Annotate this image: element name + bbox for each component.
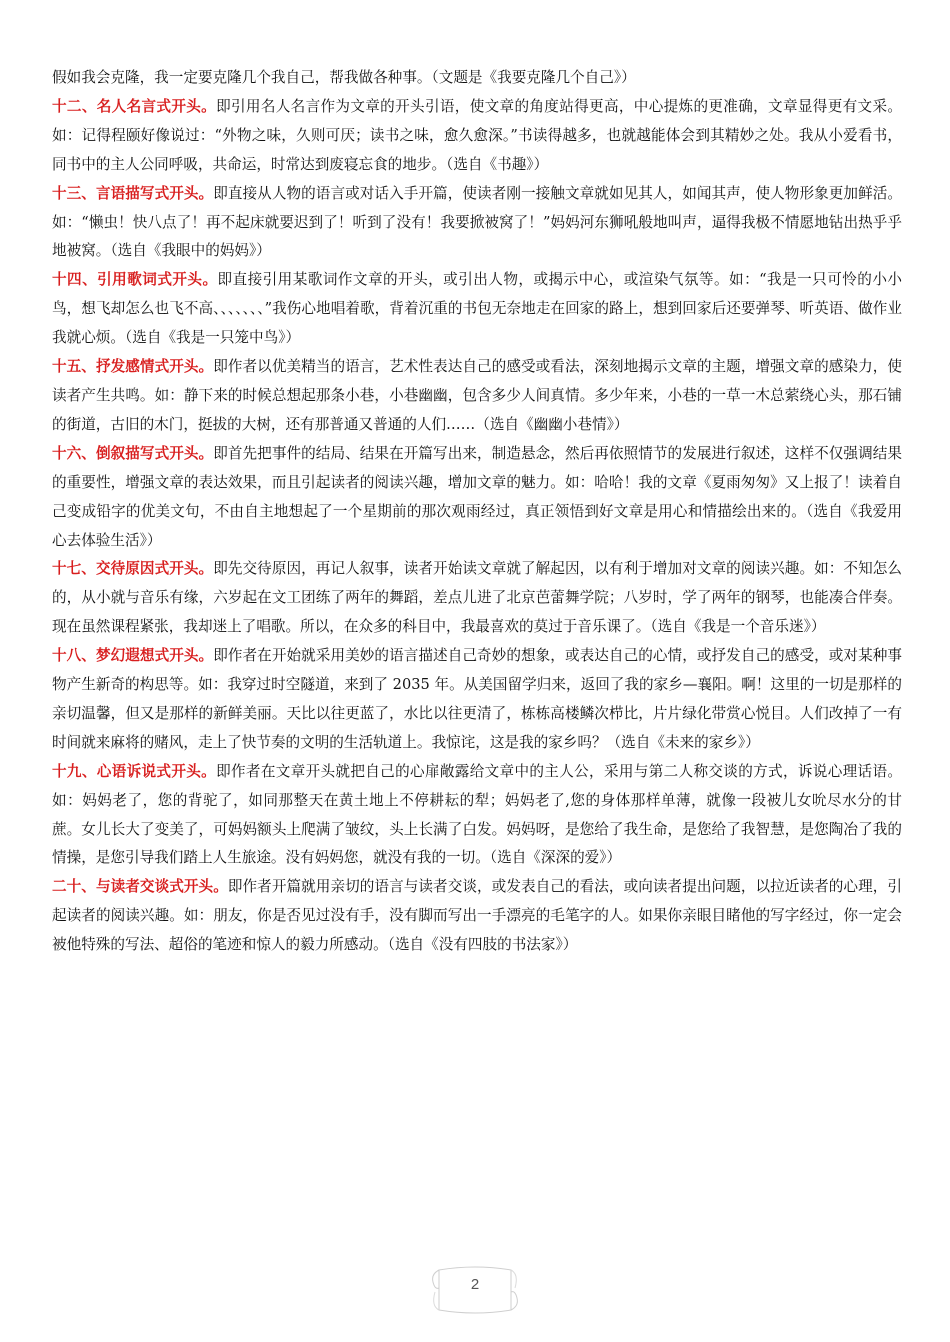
body-16: 即首先把事件的结局、结果在开篇写出来，制造悬念，然后再依照情节的发展进行叙述，这样不仅强调结果的重要性，增强文章的表达效果，而且引起读者的阅读兴趣，增加文章的魅力。如：哈哈！我的文章《夏雨匆匆》又上报了！读着自己变成铅字的优美文句，不由自主地想起了一个星期前的那次观雨经过，真正领悟到好文章是用心和情描绘出来的。（选自《我爱用心去体验生活》）	[52, 444, 902, 549]
body-15: 即作者以优美精当的语言，艺术性表达自己的感受或看法，深刻地揭示文章的主题，增强文章的感染力，使读者产生共鸣。如：静下来的时候总想起那条小巷，小巷幽幽，包含多少人间真情。多少年来，小巷的一草一木总萦绕心头，那石铺的街道，古旧的木门，挺拔的大树，还有那普通又普通的人们……（选自《幽幽小巷情》）	[52, 358, 902, 433]
paragraph-20	[52, 873, 902, 960]
paragraph-14	[52, 266, 902, 353]
paragraph-16	[52, 440, 902, 556]
heading-15: 十五、抒发感情式开头。	[52, 358, 214, 376]
heading-17: 十七、交待原因式开头。	[52, 560, 214, 578]
heading-12: 十二、名人名言式开头。	[52, 97, 217, 115]
body-13: 即直接从人物的语言或对话入手开篇，使读者刚一接触文章就如见其人，如闻其声，使人物形象更加鲜活。如：“懒虫！快八点了！再不起床就要迟到了！听到了没有！我要掀被窝了！”妈妈河东狮吼般地叫声，逼得我极不情愿地钻出热乎乎地被窝。（选自《我眼中的妈妈》）	[52, 184, 902, 260]
body-14: 即直接引用某歌词作文章的开头，或引出人物，或揭示中心，或渲染气氛等。如：“我是一只可怜的小小鸟，想飞却怎么也飞不高、、、、、、、”我伤心地唱着歌，背着沉重的书包无奈地走在回家的路上，想到回家后还要弹琴、听英语、做作业我就心烦。（选自《我是一只笼中鸟》）	[52, 271, 902, 347]
body-18: 即作者在开始就采用美妙的语言描述自己奇妙的想象，或表达自己的心情，或抒发自己的感受，或对某种事物产生新奇的构思等。如：我穿过时空隧道，来到了 2035 年。从美国留学归来，返回了我的家乡—襄阳。啊！这里的一切是那样的亲切温馨，但又是那样的新鲜美丽。天比以往更蓝了，水比以往更清了，栋栋高楼鳞次栉比，片片绿化带赏心悦目。人们改掉了一有时间就来麻将的赌风，走上了快节奏的文明的生活轨道上。我惊诧，这是我的家乡吗？（选自《未来的家乡》）	[52, 647, 902, 751]
heading-19: 十九、心语诉说式开头。	[52, 762, 217, 780]
paragraph-12	[52, 93, 902, 180]
body-20: 即作者开篇就用亲切的语言与读者交谈，或发表自己的看法，或向读者提出问题，以拉近读者的心理，引起读者的阅读兴趣。如：朋友，你是否见过没有手，没有脚而写出一手漂亮的毛笔字的人。如果你亲眼目睹他的写字经过，你一定会被他特殊的写法、超俗的笔迹和惊人的毅力所感动。（选自《没有四肢的书法家》）	[52, 878, 902, 954]
heading-13: 十三、言语描写式开头。	[52, 184, 214, 202]
body-12: 即引用名人名言作为文章的开头引语，使文章的角度站得更高，中心提炼的更准确，文章显得更有文采。如：记得程颐好像说过：“外物之味，久则可厌；读书之味，愈久愈深。”书读得越多，也就越能体会到其精妙之处。我从小爱看书，同书中的主人公同呼吸，共命运，时常达到废寝忘食的地步。（选自《书趣》）	[52, 97, 902, 173]
paragraph-17	[52, 555, 902, 642]
body-19: 即作者在文章开头就把自己的心扉敞露给文章中的主人公，采用与第二人称交谈的方式，诉说心理话语。如：妈妈老了，您的背驼了，如同那整天在黄土地上不停耕耘的犁；妈妈老了,您的身体那样单薄，就像一段被儿女吮尽水分的甘蔗。女儿长大了变美了，可妈妈额头上爬满了皱纹，头上长满了白发。妈妈呀，是您给了我生命，是您给了我智慧，是您陶冶了我的情操，是您引导我们踏上人生旅途。没有妈妈您，就没有我的一切。（选自《深深的爱》）	[52, 762, 902, 867]
paragraph-18	[52, 642, 902, 758]
body-17: 即先交待原因，再记人叙事，读者开始读文章就了解起因，以有利于增加对文章的阅读兴趣。如：不知怎么的，从小就与音乐有缘，六岁起在文工团练了两年的舞蹈，差点儿进了北京芭蕾舞学院；八岁时，学了两年的钢琴，也能凑合伴奏。现在虽然课程紧张，我却迷上了唱歌。所以，在众多的科目中，我最喜欢的莫过于音乐课了。（选自《我是一个音乐迷》）	[52, 560, 902, 636]
heading-16: 十六、倒叙描写式开头。	[52, 444, 214, 462]
heading-20: 二十、与读者交谈式开头。	[52, 878, 228, 896]
paragraph-13	[52, 180, 902, 267]
paragraph-19	[52, 758, 902, 874]
document-body	[52, 64, 902, 960]
intro-paragraph: 假如我会克隆，我一定要克隆几个我自己，帮我做各种事。（文题是《我要克隆几个自己》）	[52, 69, 636, 86]
page-number: 2	[470, 1276, 480, 1293]
heading-18: 十八、梦幻遐想式开头。	[52, 647, 214, 665]
page-footer	[425, 1262, 525, 1322]
heading-14: 十四、引用歌词式开头。	[52, 271, 218, 289]
paragraph-15	[52, 353, 902, 440]
